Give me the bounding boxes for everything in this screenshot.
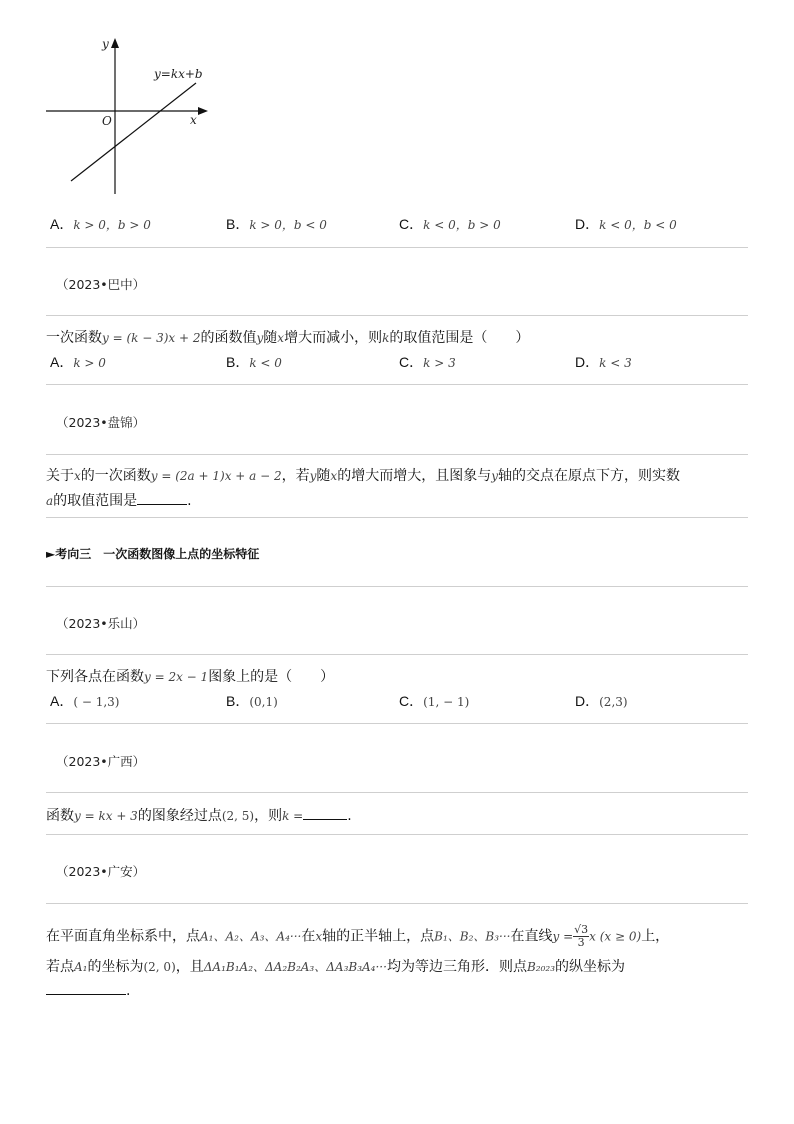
divider xyxy=(46,723,748,724)
graph-line xyxy=(71,83,196,181)
divider xyxy=(46,586,748,587)
q1-option-a[interactable]: A．k > 0，b > 0 xyxy=(50,216,151,232)
q3-stem-line1: 关于x的一次函数y = (2a + 1)x + a − 2，若y随x的增大而增大，且图象与y轴的交点在原点下方，则实数 xyxy=(46,468,680,484)
q6-stem-line3: . xyxy=(46,980,766,1000)
q2-stem: 一次函数y = (k − 3)x + 2的函数值y随x增大而减小，则k的取值范围是（ ） xyxy=(46,330,530,346)
linear-function-graph xyxy=(40,30,230,200)
section-heading: ►考向三 一次函数图像上点的坐标特征 xyxy=(46,547,260,561)
q3-source: （2023•盘锦） xyxy=(56,415,146,430)
q4-stem: 下列各点在函数y = 2x − 1图象上的是（ ） xyxy=(46,669,335,685)
q1-option-b[interactable]: B．k > 0，b < 0 xyxy=(226,216,327,232)
q2-option-c[interactable]: C．k > 3 xyxy=(399,354,456,370)
q4-option-b[interactable]: B．(0,1) xyxy=(226,693,278,709)
q1-option-c[interactable]: C．k < 0，b > 0 xyxy=(399,216,501,232)
x-axis-label: x xyxy=(190,113,197,127)
divider xyxy=(46,315,748,316)
q2-option-b[interactable]: B．k < 0 xyxy=(226,354,282,370)
q5-answer-blank[interactable] xyxy=(303,805,347,820)
y-axis-arrow-icon xyxy=(111,38,119,48)
divider xyxy=(46,834,748,835)
divider xyxy=(46,903,748,904)
q5-stem: 函数y = kx + 3的图象经过点(2, 5)，则k = . xyxy=(46,805,766,825)
q6-stem-line2: 若点A₁的坐标为(2, 0)，且ΔA₁B₁A₂、ΔA₂B₂A₃、ΔA₃B₃A₄···均为等边三角形．则点B₂₀₂₃的纵坐标为 xyxy=(46,959,626,975)
q2-options xyxy=(46,352,766,372)
q5-source: （2023•广西） xyxy=(56,754,146,769)
divider xyxy=(46,247,748,248)
q6-stem-line1: 在平面直角坐标系中，点A₁、A₂、A₃、A₄···在x轴的正半轴上，点B₁、B₂、B₃···在直线y = $\frac{√3}{3}$ x (x ≥ 0)上， xyxy=(46,923,670,949)
q1-options xyxy=(46,214,766,234)
divider xyxy=(46,384,748,385)
divider xyxy=(46,654,748,655)
q2-option-d[interactable]: D．k < 3 xyxy=(575,354,632,370)
q4-option-c[interactable]: C．(1, − 1) xyxy=(399,693,470,709)
q4-option-d[interactable]: D．(2,3) xyxy=(575,693,628,709)
q1-option-d[interactable]: D．k < 0，b < 0 xyxy=(575,216,677,232)
q4-option-a[interactable]: A．( − 1,3) xyxy=(50,693,120,709)
sqrt3-over-3-fraction: $\frac{√3}{3}$ xyxy=(574,923,589,949)
q4-options xyxy=(46,691,766,711)
x-axis-arrow-icon xyxy=(198,107,208,115)
q3-stem-line2: a的取值范围是 . xyxy=(46,490,766,510)
q3-answer-blank[interactable] xyxy=(137,490,187,505)
divider xyxy=(46,517,748,518)
divider xyxy=(46,454,748,455)
y-axis-label: y xyxy=(102,37,109,51)
origin-label: O xyxy=(102,114,112,128)
q6-answer-blank[interactable] xyxy=(46,980,126,995)
divider xyxy=(46,792,748,793)
q2-option-a[interactable]: A．k > 0 xyxy=(50,354,106,370)
q2-source: （2023•巴中） xyxy=(56,277,146,292)
q4-source: （2023•乐山） xyxy=(56,616,146,631)
line-label: y=kx+b xyxy=(154,67,203,81)
q6-source: （2023•广安） xyxy=(56,864,146,879)
